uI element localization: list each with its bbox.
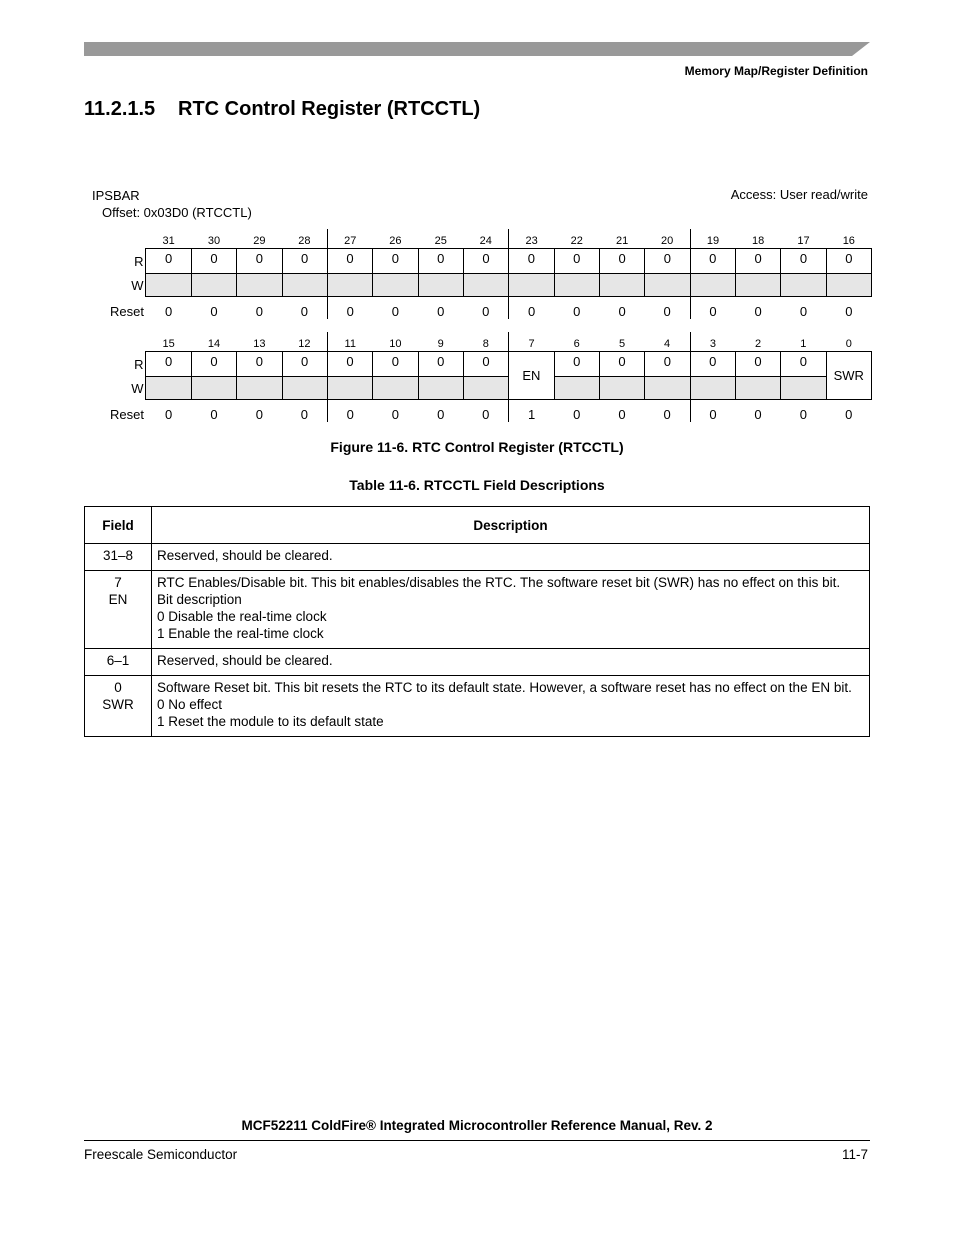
reset-value: 0 xyxy=(300,304,309,319)
bit-number: 19 xyxy=(690,229,735,249)
read-bit-cell: 0 xyxy=(690,249,735,274)
field-bit: 7 xyxy=(114,575,122,590)
reset-value: 0 xyxy=(845,304,853,319)
reset-value: 0 xyxy=(690,297,735,320)
bit-number-row xyxy=(84,229,872,249)
field-name: 31–8 xyxy=(102,548,134,563)
write-bit-cell xyxy=(373,274,418,297)
bit-number: 28 xyxy=(298,235,311,247)
field-cell xyxy=(85,571,152,649)
bit-number: 10 xyxy=(389,338,402,350)
write-bit-cell xyxy=(237,274,282,297)
read-bit-cell: 0 xyxy=(282,352,327,377)
bit-number: 3 xyxy=(690,332,735,352)
read-bit-cell: 0 xyxy=(327,352,372,377)
table-row xyxy=(85,676,870,737)
field-cell xyxy=(85,649,152,676)
bit-number: 21 xyxy=(615,235,629,247)
write-bit-cell xyxy=(191,274,236,297)
reset-value: 0 xyxy=(754,304,762,319)
reset-value: 0 xyxy=(300,407,309,422)
write-row xyxy=(84,377,872,400)
description-cell xyxy=(152,649,870,676)
write-bit-cell xyxy=(781,377,826,400)
section-number: 11.2.1.5 xyxy=(84,98,156,120)
read-bit-cell: 0 xyxy=(781,249,826,274)
read-bit-cell: 0 xyxy=(418,352,463,377)
bit-number: 17 xyxy=(797,235,810,247)
bit-number: 11 xyxy=(327,332,372,352)
bit-number: 26 xyxy=(389,235,402,247)
reset-value: 0 xyxy=(482,304,490,319)
read-bit-cell: 0 xyxy=(237,249,282,274)
write-bit-cell xyxy=(735,274,780,297)
description-line: RTC Enables/Disable bit. This bit enables/disables the RTC. The software reset bit (SWR) has no effect on this bit. xyxy=(157,575,841,590)
read-bit-cell: 0 xyxy=(373,352,418,377)
section-heading xyxy=(84,98,480,121)
row-label-reset: Reset xyxy=(110,304,144,319)
section-title: RTC Control Register (RTCCTL) xyxy=(178,98,481,120)
field-bit: 0 xyxy=(114,680,122,695)
bit-number: 5 xyxy=(618,338,626,350)
description-line: Reserved, should be cleared. xyxy=(157,653,333,668)
column-header-description: Description xyxy=(152,507,870,544)
reset-value: 0 xyxy=(165,407,173,422)
bit-number: 9 xyxy=(437,338,444,350)
read-row xyxy=(84,352,872,377)
description-line: 0 No effect xyxy=(157,697,223,712)
field-description-table xyxy=(84,506,870,737)
reset-value: 0 xyxy=(509,297,554,320)
bit-number: 4 xyxy=(664,338,671,350)
reset-value: 0 xyxy=(165,304,173,319)
write-bit-cell xyxy=(554,274,599,297)
write-bit-cell xyxy=(146,377,191,400)
field-name: 6–1 xyxy=(106,653,130,668)
row-label-read: R xyxy=(134,253,144,269)
write-bit-cell xyxy=(327,377,372,400)
write-bit-cell xyxy=(463,274,508,297)
footer-company: Freescale Semiconductor xyxy=(84,1147,238,1162)
description-cell xyxy=(152,544,870,571)
address-base: IPSBAR xyxy=(92,188,140,203)
field-en-cell: EN xyxy=(509,352,554,400)
write-bit-cell xyxy=(826,274,871,297)
bit-number: 7 xyxy=(509,332,554,352)
write-bit-cell xyxy=(327,274,372,297)
read-bit-cell: 0 xyxy=(509,249,554,274)
row-label-write: W xyxy=(131,277,144,293)
bit-number: 25 xyxy=(434,235,447,247)
read-bit-cell: 0 xyxy=(237,352,282,377)
write-bit-cell xyxy=(554,377,599,400)
write-bit-cell xyxy=(645,274,690,297)
field-cell xyxy=(85,676,152,737)
register-address xyxy=(92,187,252,221)
reset-value: 1 xyxy=(509,400,554,423)
read-bit-cell: 0 xyxy=(146,352,191,377)
read-bit-cell: 0 xyxy=(327,249,372,274)
read-bit-cell: 0 xyxy=(826,249,871,274)
write-bit-cell xyxy=(463,377,508,400)
register-diagram-lower xyxy=(84,332,872,422)
read-bit-cell: 0 xyxy=(373,249,418,274)
write-bit-cell xyxy=(690,377,735,400)
read-bit-cell: 0 xyxy=(191,249,236,274)
reset-value: 0 xyxy=(799,304,808,319)
footer-rule xyxy=(84,1140,870,1141)
description-line: 1 Reset the module to its default state xyxy=(157,714,384,729)
write-bit-cell xyxy=(237,377,282,400)
read-bit-cell: 0 xyxy=(463,249,508,274)
reset-value: 0 xyxy=(255,304,263,319)
reset-value: 0 xyxy=(255,407,263,422)
reset-value: 0 xyxy=(327,400,372,423)
bit-number: 16 xyxy=(842,235,855,247)
reset-value: 0 xyxy=(210,304,218,319)
read-bit-cell: 0 xyxy=(781,352,826,377)
write-bit-cell xyxy=(781,274,826,297)
description-line: Bit description xyxy=(157,592,242,607)
write-bit-cell xyxy=(146,274,191,297)
bit-number: 14 xyxy=(207,338,221,350)
read-bit-cell: 0 xyxy=(599,352,644,377)
write-bit-cell xyxy=(735,377,780,400)
field-name: EN xyxy=(108,592,128,607)
read-bit-cell: 0 xyxy=(645,352,690,377)
write-bit-cell xyxy=(191,377,236,400)
reset-value: 0 xyxy=(573,407,581,422)
bit-number: 2 xyxy=(754,338,762,350)
read-bit-cell: 0 xyxy=(418,249,463,274)
field-swr-cell: SWR xyxy=(826,352,872,400)
running-header: Memory Map/Register Definition xyxy=(684,64,868,78)
read-bit-cell: 0 xyxy=(191,352,236,377)
table-header-row xyxy=(85,507,870,544)
field-name: SWR xyxy=(102,697,134,712)
bit-number: 24 xyxy=(479,235,492,247)
reset-value: 0 xyxy=(690,400,735,423)
write-row xyxy=(84,274,872,297)
write-bit-cell xyxy=(418,377,463,400)
bit-number: 1 xyxy=(800,338,807,350)
write-bit-cell xyxy=(373,377,418,400)
bit-number: 20 xyxy=(661,235,674,247)
write-bit-cell xyxy=(282,377,327,400)
table-row xyxy=(85,571,870,649)
bit-number: 31 xyxy=(162,235,175,247)
reset-value: 0 xyxy=(482,407,490,422)
address-offset: Offset: 0x03D0 (RTCCTL) xyxy=(102,205,252,220)
bit-number: 0 xyxy=(845,338,852,350)
row-label-write: W xyxy=(131,380,144,396)
access-type: Access: User read/write xyxy=(730,187,868,202)
reset-value: 0 xyxy=(663,304,671,319)
bit-number: 6 xyxy=(573,338,580,350)
bit-number: 30 xyxy=(207,235,221,247)
bit-number: 18 xyxy=(751,235,765,247)
read-row xyxy=(84,249,872,274)
bit-number: 8 xyxy=(482,338,489,350)
reset-row xyxy=(84,297,872,320)
table-row xyxy=(85,649,870,676)
row-label-read: R xyxy=(134,356,144,372)
read-bit-cell: 0 xyxy=(282,249,327,274)
write-bit-cell xyxy=(282,274,327,297)
write-bit-cell xyxy=(599,377,644,400)
reset-value: 0 xyxy=(391,407,399,422)
read-bit-cell: 0 xyxy=(599,249,644,274)
bit-number: 23 xyxy=(509,229,554,249)
reset-value: 0 xyxy=(437,407,445,422)
reset-value: 0 xyxy=(618,407,626,422)
read-bit-cell: 0 xyxy=(645,249,690,274)
description-line: 0 Disable the real-time clock xyxy=(157,609,327,624)
reset-value: 0 xyxy=(845,407,853,422)
figure-caption: Figure 11-6. RTC Control Register (RTCCTL) xyxy=(330,439,624,455)
bit-number-row xyxy=(84,332,872,352)
register-table-upper xyxy=(84,229,872,319)
reset-value: 0 xyxy=(663,407,671,422)
register-table-lower xyxy=(84,332,872,422)
read-bit-cell: 0 xyxy=(735,352,780,377)
row-label-reset: Reset xyxy=(110,407,144,422)
read-bit-cell: 0 xyxy=(690,352,735,377)
reset-value: 0 xyxy=(327,297,372,320)
bit-number: 22 xyxy=(570,235,583,247)
bit-number: 29 xyxy=(253,235,266,247)
reset-value: 0 xyxy=(799,407,807,422)
reset-value: 0 xyxy=(754,407,762,422)
reset-value: 0 xyxy=(437,304,445,319)
description-line: Reserved, should be cleared. xyxy=(157,548,333,563)
page-number: 11-7 xyxy=(841,1147,868,1162)
bit-number: 13 xyxy=(253,338,266,350)
table-row xyxy=(85,544,870,571)
footer-title: MCF52211 ColdFire® Integrated Microcontroller Reference Manual, Rev. 2 xyxy=(241,1118,713,1133)
write-bit-cell xyxy=(509,274,554,297)
header-bar xyxy=(84,42,870,56)
reset-row xyxy=(84,400,872,423)
reset-value: 0 xyxy=(210,407,218,422)
reset-value: 0 xyxy=(618,304,626,319)
column-header-field: Field xyxy=(85,507,152,544)
bit-number: 12 xyxy=(298,338,311,350)
description-cell xyxy=(152,676,870,737)
bit-number: 27 xyxy=(327,229,372,249)
reset-value: 0 xyxy=(573,304,581,319)
description-cell xyxy=(152,571,870,649)
reset-value: 0 xyxy=(391,304,399,319)
bit-number: 15 xyxy=(162,338,175,350)
description-line: 1 Enable the real-time clock xyxy=(157,626,324,641)
write-bit-cell xyxy=(645,377,690,400)
table-caption: Table 11-6. RTCCTL Field Descriptions xyxy=(349,477,605,493)
read-bit-cell: 0 xyxy=(463,352,508,377)
read-bit-cell: 0 xyxy=(554,352,599,377)
read-bit-cell: 0 xyxy=(554,249,599,274)
field-cell xyxy=(85,544,152,571)
description-line: Software Reset bit. This bit resets the RTC to its default state. However, a software reset has no effect on the EN bit. xyxy=(157,680,852,695)
read-bit-cell: 0 xyxy=(735,249,780,274)
write-bit-cell xyxy=(599,274,644,297)
write-bit-cell xyxy=(418,274,463,297)
register-diagram-upper xyxy=(84,229,872,319)
write-bit-cell xyxy=(690,274,735,297)
read-bit-cell: 0 xyxy=(146,249,191,274)
